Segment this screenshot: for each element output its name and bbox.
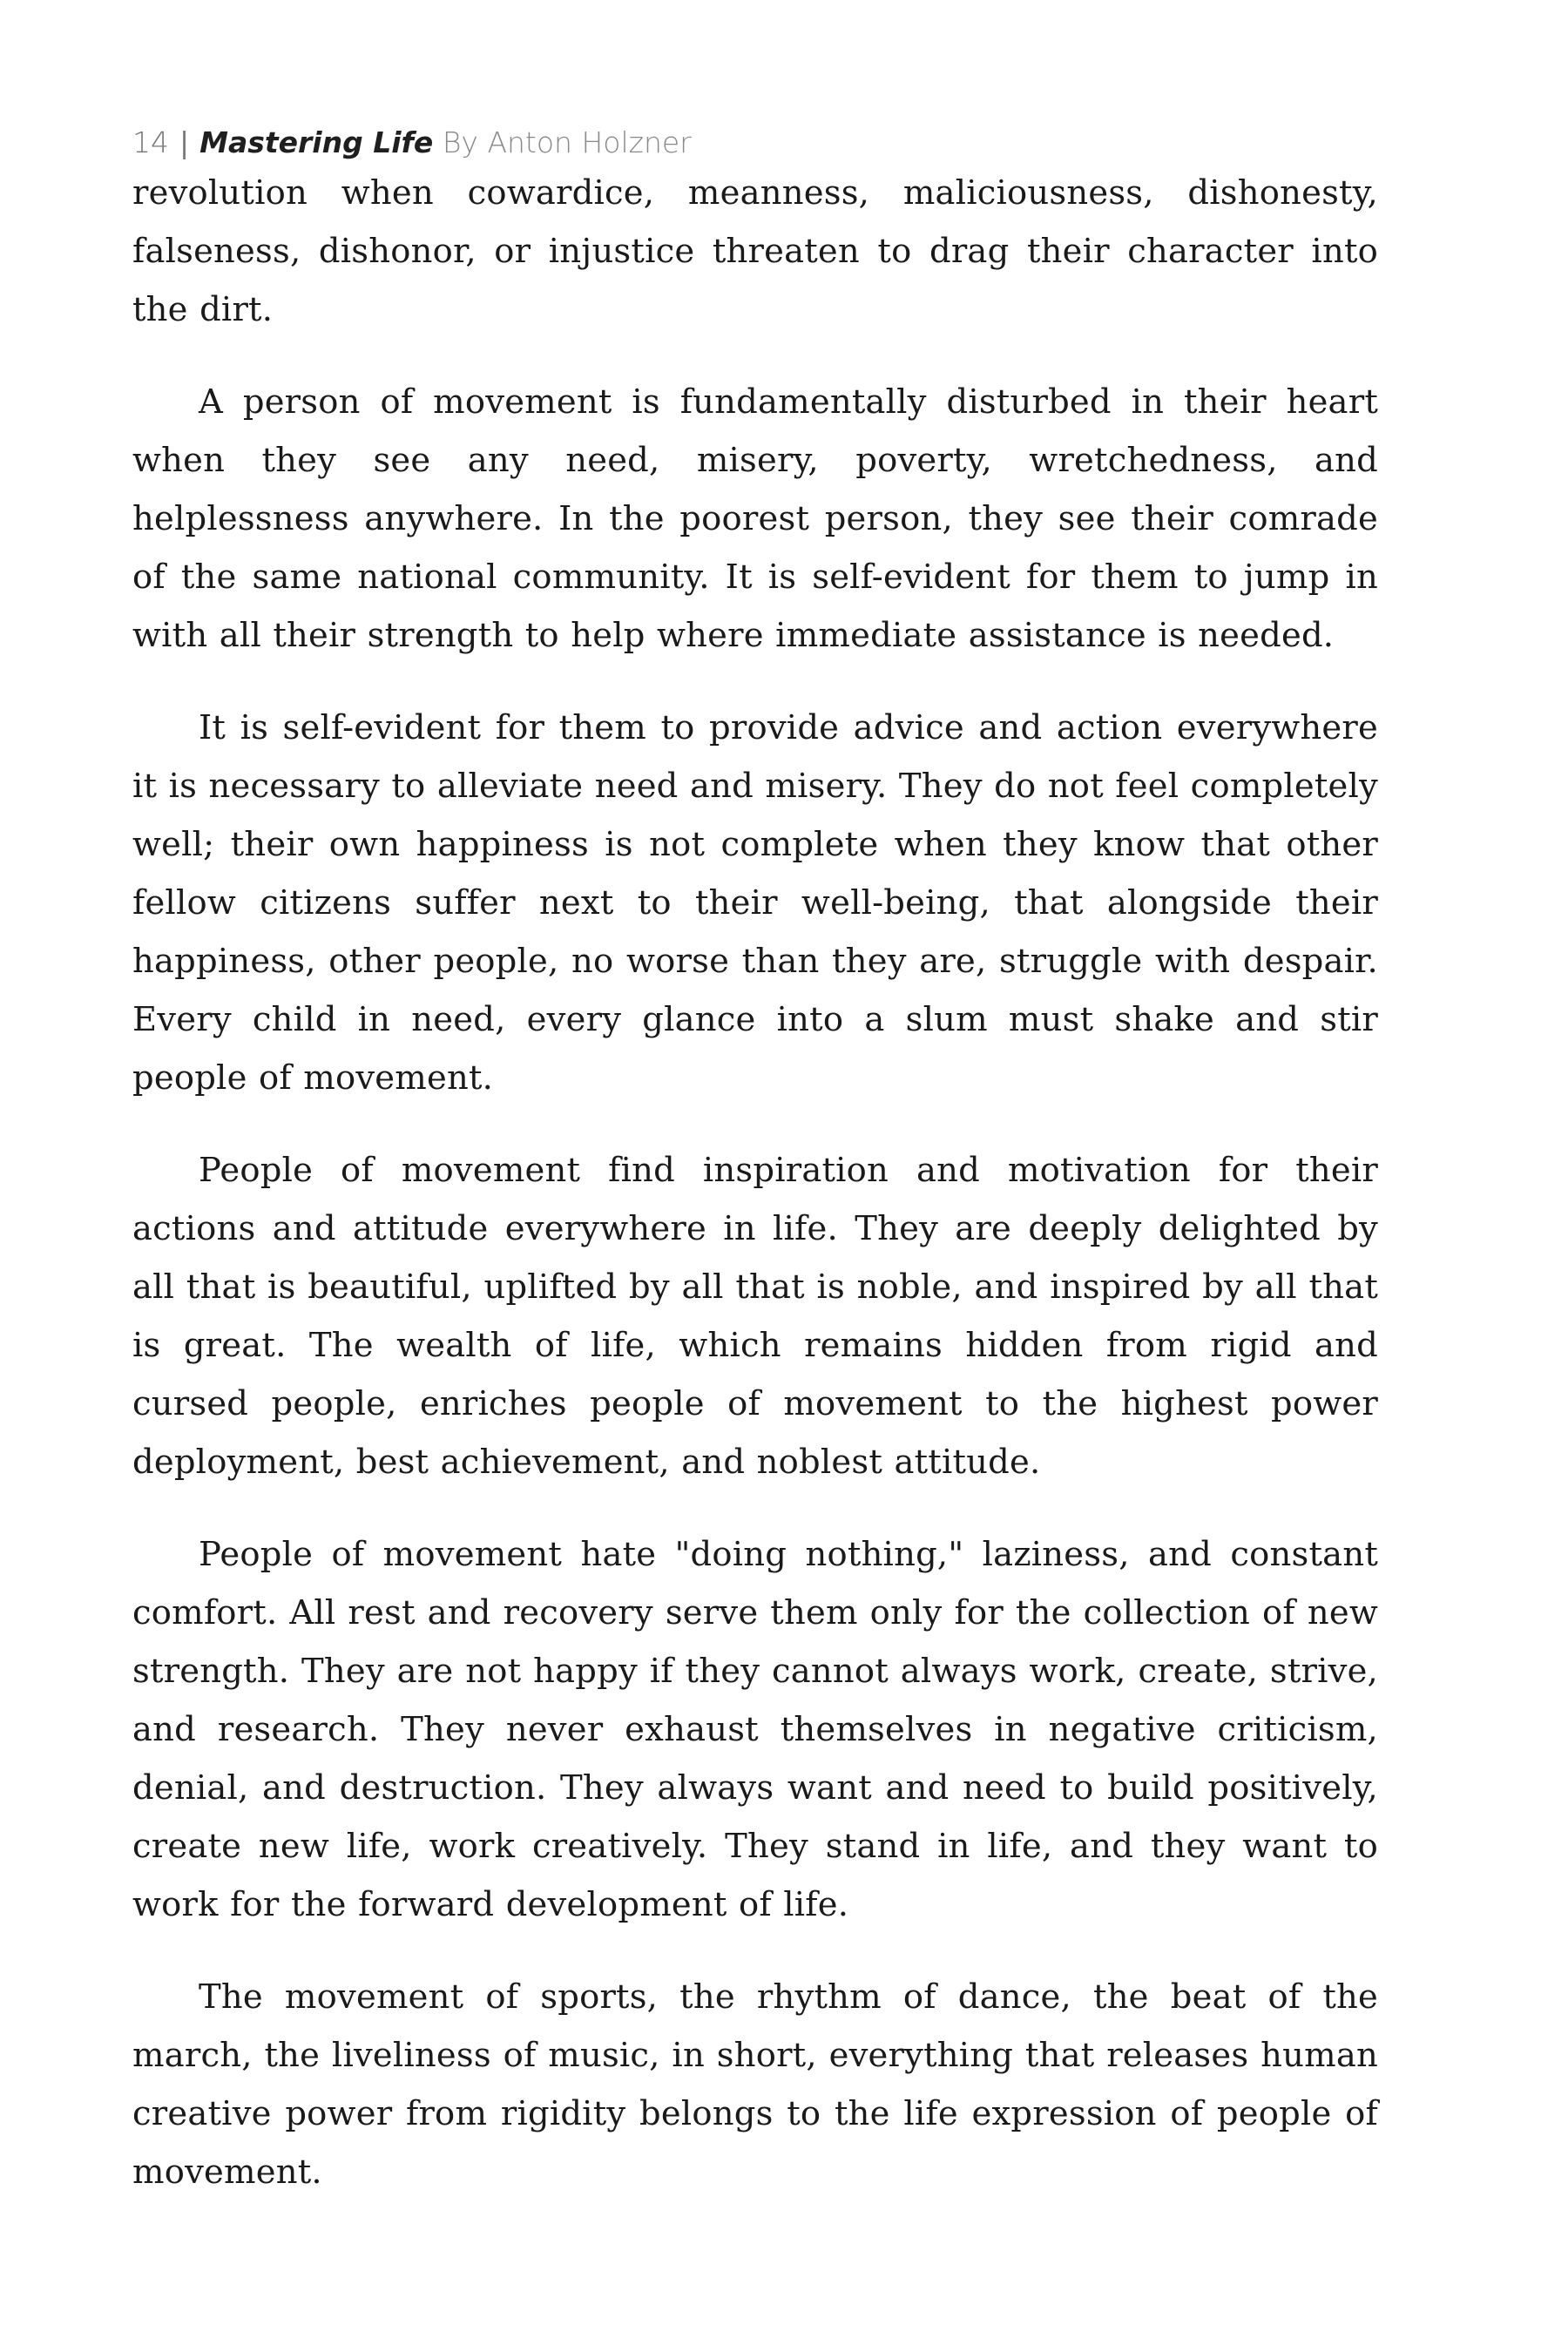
paragraph: People of movement hate "doing nothing," laziness, and constant comfort. All rest and recovery serve them only for the collection of new strength. They are not happy if they cannot always work, create, strive, and research. They never exhaust themselves in negative criticism, denial, and destruction. They always want and need to build positively, create new life, work creatively. They stand in life, and they want to work for the forward development of life. xyxy=(132,1535,1378,1924)
running-header xyxy=(132,124,1378,162)
body-text xyxy=(132,164,1378,2201)
paragraph-continued: revolution when cowardice, meanness, maliciousness, dishonesty, falseness, dishonor, or injustice threaten to drag their character into the dirt. xyxy=(132,173,1378,329)
paragraph: People of movement find inspiration and motivation for their actions and attitude everywhere in life. They are deeply delighted by all that is beautiful, uplifted by all that is noble, and inspired by all that is great. The wealth of life, which remains hidden from rigid and cursed people, enriches people of movement to the highest power deployment, best achievement, and noblest attitude. xyxy=(132,1151,1378,1482)
page-number: 14 xyxy=(132,125,169,159)
book-title: Mastering Life xyxy=(199,125,434,159)
document-page xyxy=(132,124,1378,2235)
paragraph: The movement of sports, the rhythm of dance, the beat of the march, the liveliness of music, in short, everything that releases human creative power from rigidity belongs to the life expression of people of movement. xyxy=(132,1977,1378,2192)
paragraph: It is self-evident for them to provide advice and action everywhere it is necessary to alleviate need and misery. They do not feel completely well; their own happiness is not complete when they know that other fellow citizens suffer next to their well-being, that alongside their happiness, other people, no worse than they are, struggle with despair. Every child in need, every glance into a slum must shake and stir people of movement. xyxy=(132,708,1378,1098)
paragraph: A person of movement is fundamentally disturbed in their heart when they see any need, misery, poverty, wretchedness, and helplessness anywhere. In the poorest person, they see their comrade of the same national community. It is self-evident for them to jump in with all their strength to help where immediate assistance is needed. xyxy=(132,382,1378,655)
header-separator: | xyxy=(179,125,190,159)
author-byline: By Anton Holzner xyxy=(442,125,692,159)
